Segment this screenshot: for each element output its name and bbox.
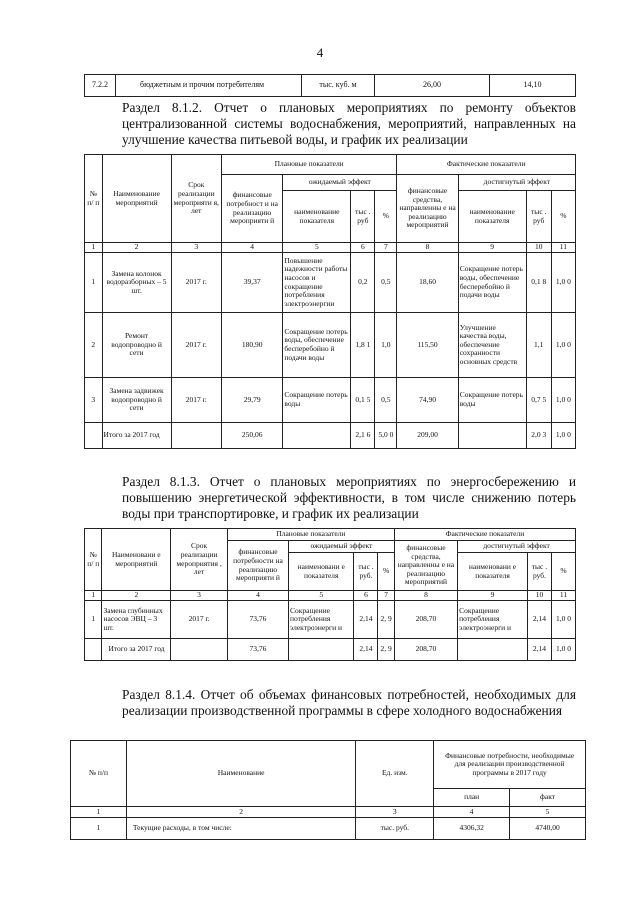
t3-cell-num: 1: [71, 818, 127, 840]
t2-cell-num: 1: [85, 601, 102, 639]
t2-h-exp: ожидаемый эффект: [289, 541, 395, 553]
t3-h-fact: факт: [510, 789, 586, 807]
t1-cell-fin-fact: 115,50: [397, 313, 458, 378]
t3-h-name: Наименование: [126, 741, 356, 807]
t1-h-ind-name: наименование показателя: [283, 191, 351, 243]
t3-h-plan: план: [434, 789, 510, 807]
t3-h-unit: Ед. изм.: [356, 741, 434, 807]
table-row-total: [85, 639, 576, 661]
t2-h-pct: %: [378, 553, 394, 591]
t2-cell-term: [171, 639, 228, 661]
t1-cell-fin-plan: 29,79: [221, 378, 282, 423]
t2-colnum: 8: [394, 591, 457, 601]
t2-cell-name: Итого за 2017 год: [102, 639, 171, 661]
t3-colnum: 3: [356, 807, 434, 818]
t1-cell-fin-fact: 74,90: [397, 378, 458, 423]
t1-cell-ind: Сокращение потерь воды: [283, 378, 351, 423]
t1-cell-ind2: Улучшение качества воды, обеспечение сохранности основных средств: [458, 313, 526, 378]
t2-cell-pct: 2, 9: [378, 639, 394, 661]
section-8-1-2-heading: [84, 100, 576, 148]
t2-cell-fin-plan: 73,76: [227, 639, 288, 661]
t2-h-fact: Фактические показатели: [394, 529, 575, 541]
t1-cell-term: 2017 г.: [171, 313, 221, 378]
t1-cell-fin-plan: 180,90: [221, 313, 282, 378]
t2-colnum: 2: [102, 591, 171, 601]
top-table-v2: 14,10: [490, 75, 576, 97]
t1-h-pct: %: [375, 191, 397, 243]
t1-cell-rub: 0,2: [351, 253, 375, 313]
top-table-v1: 26,00: [375, 75, 490, 97]
table-8-1-2: [84, 154, 576, 449]
t2-h-rub: тыс . руб.: [354, 553, 378, 591]
t1-colnum: 8: [397, 243, 458, 253]
t1-cell-ind: [283, 423, 351, 449]
section-8-1-3-text: Раздел 8.1.3. Отчет о плановых мероприятиях по энергосбережению и повышению энергетической эффективности, в том числе снижению потерь воды при транспортировке, и график их реализации: [122, 474, 576, 521]
t3-cell-fact: 4740,00: [510, 818, 586, 840]
t3-cell-unit: тыс. руб.: [356, 818, 434, 840]
t1-cell-pct: 0,5: [375, 253, 397, 313]
t1-h-ind-name2: наименование показателя: [458, 191, 526, 243]
t1-h-fin-fact: финансовые средства, направленны е на реализацию мероприятий: [397, 175, 458, 243]
t3-colnum: 5: [510, 807, 586, 818]
table-row: [85, 378, 576, 423]
t1-cell-fin-plan: 250,06: [221, 423, 282, 449]
t2-cell-ind: [289, 639, 354, 661]
t1-colnum: 2: [102, 243, 171, 253]
t3-h-fin: Финансовые потребности, необходимые для реализации производственной программы в 2017 году: [434, 741, 586, 789]
t2-cell-rub: 2,14: [354, 601, 378, 639]
t1-cell-fin-plan: 39,37: [221, 253, 282, 313]
t2-colnums-row: [85, 591, 576, 601]
t2-cell-pct: 2, 9: [378, 601, 394, 639]
t1-colnum: 3: [171, 243, 221, 253]
t2-cell-pct2: 1,0 0: [551, 601, 575, 639]
t2-colnum: 3: [171, 591, 228, 601]
t2-cell-rub: 2,14: [354, 639, 378, 661]
t2-h-term: Срок реализации мероприятия , лет: [171, 529, 228, 591]
t2-cell-term: 2017 г.: [171, 601, 228, 639]
t1-cell-pct: 5,0 0: [375, 423, 397, 449]
t2-colnum: 6: [354, 591, 378, 601]
t1-cell-term: [171, 423, 221, 449]
t1-cell-pct2: 1,0 0: [551, 253, 575, 313]
t2-h-rub2: тыс . руб.: [527, 553, 551, 591]
t1-cell-fin-fact: 18,60: [397, 253, 458, 313]
t1-h-fin-plan: финансовые потребност и на реализацию мероприяти й: [221, 175, 282, 243]
t1-cell-rub: 2,1 6: [351, 423, 375, 449]
top-table: [84, 74, 576, 97]
t1-cell-ind2: Сокращение потерь воды, обеспечение бесперебойно й подачи воды: [458, 253, 526, 313]
t2-colnum: 11: [551, 591, 575, 601]
t1-colnum: 7: [375, 243, 397, 253]
t1-cell-num: 3: [85, 378, 103, 423]
section-8-1-4-heading: [84, 687, 576, 719]
t1-cell-rub: 0,1 5: [351, 378, 375, 423]
t1-h-plan: Плановые показатели: [221, 155, 396, 175]
t2-cell-fin-fact: 208,70: [394, 639, 457, 661]
t1-h-rub: тыс . руб: [351, 191, 375, 243]
t2-h-fin-plan: финансовые потребности на реализацию мероприяти й: [227, 541, 288, 591]
t2-h-name: Наименовани е мероприятий: [102, 529, 171, 591]
t1-h-pct2: %: [551, 191, 575, 243]
t1-h-fact: Фактические показатели: [397, 155, 576, 175]
t1-cell-term: 2017 г.: [171, 253, 221, 313]
t1-cell-pct: 1,0: [375, 313, 397, 378]
t1-colnum: 9: [458, 243, 526, 253]
t3-cell-plan: 4306,32: [434, 818, 510, 840]
t1-cell-pct2: 1,0 0: [551, 378, 575, 423]
t1-cell-rub2: 0,1 8: [526, 253, 551, 313]
t1-cell-pct2: 1,0 0: [551, 423, 575, 449]
t1-cell-name: Ремонт водопроводно й сети: [102, 313, 171, 378]
t1-cell-num: [85, 423, 103, 449]
t2-h-ind-name: наименовани е показателя: [289, 553, 354, 591]
table-row: [71, 818, 586, 840]
top-table-name: бюджетным и прочим потребителям: [116, 75, 302, 97]
t2-cell-rub2: 2,14: [527, 639, 551, 661]
table-row: [85, 601, 576, 639]
t2-cell-name: Замена глубинных насосов ЭВЦ – 3 шт.: [102, 601, 171, 639]
t1-h-exp: ожидаемый эффект: [283, 175, 397, 191]
t1-colnum: 1: [85, 243, 103, 253]
t1-colnum: 5: [283, 243, 351, 253]
t2-colnum: 10: [527, 591, 551, 601]
t2-colnum: 9: [458, 591, 528, 601]
t1-h-name: Наименование мероприятий: [102, 155, 171, 243]
t1-cell-term: 2017 г.: [171, 378, 221, 423]
t1-h-ach: достигнутый эффект: [458, 175, 575, 191]
t1-colnum: 6: [351, 243, 375, 253]
t2-cell-ind: Сокращение потребления электроэнерги и: [289, 601, 354, 639]
table-row: [85, 313, 576, 378]
t1-colnums-row: [85, 243, 576, 253]
t2-h-ach: достигнутый эффект: [458, 541, 576, 553]
t2-colnum: 7: [378, 591, 394, 601]
t1-colnum: 4: [221, 243, 282, 253]
t3-cell-name: Текущие расходы, в том числе:: [126, 818, 356, 840]
t3-h-num: № п/п: [71, 741, 127, 807]
page-number: 4: [316, 45, 324, 60]
table-8-1-3: [84, 528, 576, 661]
t1-cell-ind2: [458, 423, 526, 449]
t1-h-rub2: тыс . руб: [526, 191, 551, 243]
t1-cell-fin-fact: 209,00: [397, 423, 458, 449]
t1-cell-rub2: 0,7 5: [526, 378, 551, 423]
t2-h-ind-name2: наименовани е показателя: [458, 553, 528, 591]
t1-cell-ind: Повышение надежности работы насосов и сокращение потребления электроэнергии: [283, 253, 351, 313]
t1-cell-num: 1: [85, 253, 103, 313]
table-row: [85, 253, 576, 313]
t2-colnum: 4: [227, 591, 288, 601]
t1-cell-name: Итого за 2017 год: [102, 423, 171, 449]
table-row-total: [85, 423, 576, 449]
t1-colnum: 10: [526, 243, 551, 253]
t3-colnum: 1: [71, 807, 127, 818]
t1-colnum: 11: [551, 243, 575, 253]
t1-cell-ind: Сокращение потерь воды, обеспечение бесперебойно й подачи воды: [283, 313, 351, 378]
table-8-1-4: [70, 740, 586, 840]
t2-h-fin-fact: финансовые средства, направленны е на реализацию мероприятий: [394, 541, 457, 591]
t2-colnum: 5: [289, 591, 354, 601]
t3-colnums-row: [71, 807, 586, 818]
section-8-1-3-heading: [84, 474, 576, 522]
t1-h-num: № п/ п: [85, 155, 103, 243]
t2-cell-rub2: 2,14: [527, 601, 551, 639]
t2-cell-fin-fact: 208,70: [394, 601, 457, 639]
t2-cell-ind2: Сокращение потребления электроэнерги и: [458, 601, 528, 639]
section-8-1-2-text: Раздел 8.1.2. Отчет о плановых мероприятиях по ремонту объектов централизованной системы водоснабжения, мероприятий, направленных на улучшение качества питьевой воды, и график их реализации: [122, 100, 576, 147]
t1-cell-name: Замена задвижек водопроводно й сети: [102, 378, 171, 423]
t2-h-pct2: %: [551, 553, 575, 591]
t3-colnum: 4: [434, 807, 510, 818]
t2-cell-fin-plan: 73,76: [227, 601, 288, 639]
t1-cell-rub2: 1,1: [526, 313, 551, 378]
t2-colnum: 1: [85, 591, 102, 601]
t1-cell-pct: 0,5: [375, 378, 397, 423]
t2-cell-pct2: 1,0 0: [551, 639, 575, 661]
t1-cell-num: 2: [85, 313, 103, 378]
t2-cell-num: [85, 639, 102, 661]
t1-cell-ind2: Сокращение потерь воды: [458, 378, 526, 423]
top-table-num: 7.2.2: [85, 75, 116, 97]
t2-cell-ind2: [458, 639, 528, 661]
t1-cell-rub2: 2,0 3: [526, 423, 551, 449]
t1-cell-name: Замена колонок водоразборных – 5 шт.: [102, 253, 171, 313]
t3-colnum: 2: [126, 807, 356, 818]
top-table-unit: тыс. куб. м: [302, 75, 375, 97]
t1-cell-rub: 1,8 1: [351, 313, 375, 378]
t1-cell-pct2: 1,0 0: [551, 313, 575, 378]
section-8-1-4-text: Раздел 8.1.4. Отчет об объемах финансовых потребностей, необходимых для реализации производственной программы в сфере холодного водоснабжения: [122, 687, 576, 718]
t2-h-plan: Плановые показатели: [227, 529, 394, 541]
t1-h-term: Срок реализации мероприяти я, лет: [171, 155, 221, 243]
t2-h-num: № п/ п: [85, 529, 102, 591]
